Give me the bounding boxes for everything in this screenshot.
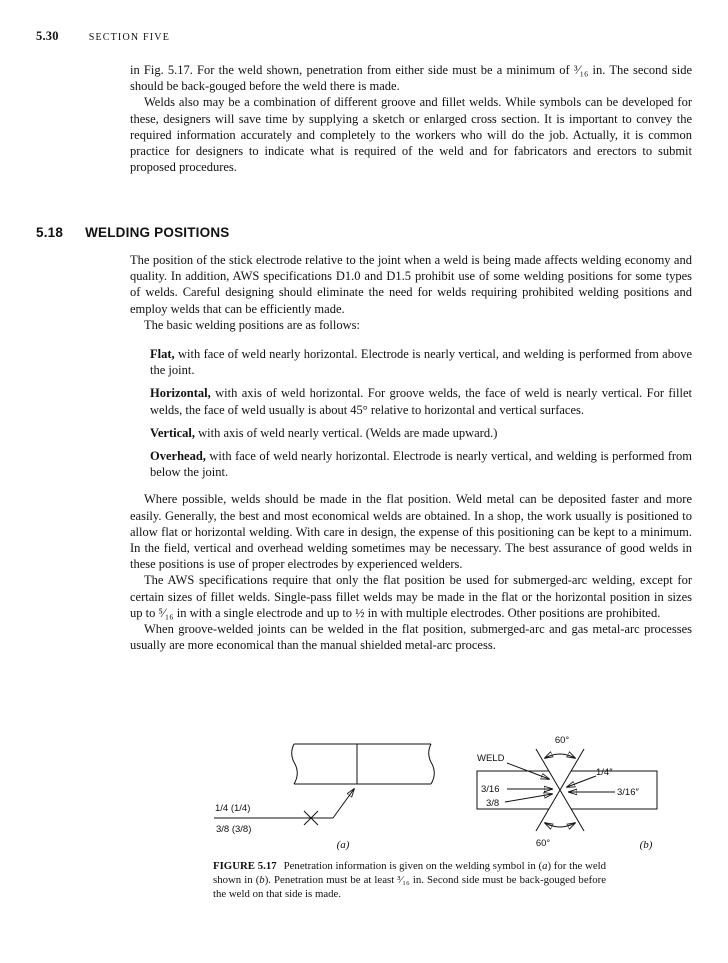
definition-text-flat: with face of weld nearly horizontal. Electrode is nearly vertical, and welding is performed from above the joint. bbox=[150, 347, 692, 378]
weld-label: WELD bbox=[477, 753, 505, 764]
figure-caption-number: FIGURE 5.17 bbox=[213, 860, 277, 872]
fig-a-sublabel: (a) bbox=[336, 839, 350, 851]
symbol-size-bottom-label: 3/8 (3/8) bbox=[216, 824, 252, 835]
bottom-angle-label: 60° bbox=[535, 838, 551, 849]
positions-paragraph-4: The AWS specifications require that only the flat position be used for submerged-arc welding, except for certain sizes of fillet welds. Single-pass fillet welds may be made in the flat or the horizontal position in sizes up to ⁵⁄₁₆ in with a single electrode and up to ½ in with multiple electrodes. Other positions are prohibited. bbox=[130, 573, 692, 620]
dim-right-top-label: 1/4″ bbox=[596, 767, 613, 778]
definition-flat bbox=[150, 346, 692, 378]
top-angle-label: 60° bbox=[554, 735, 570, 746]
intro-paragraph-2: Welds also may be a combination of different groove and fillet welds. While symbols can be developed for these, designers will save time by supplying a sketch or enlarged cross section. It is important to convey the required information accurately and completely to the workers who will do the job. Actually, it is common practice for designers to indicate what is required of the weld and for fabricators and erectors to submit proposed procedures. bbox=[130, 95, 692, 175]
fig-a-plate bbox=[292, 744, 435, 784]
definition-term-overhead: Overhead, bbox=[150, 449, 206, 464]
section-title: WELDING POSITIONS bbox=[85, 225, 230, 241]
definition-horizontal bbox=[150, 385, 692, 417]
welding-positions-text-block bbox=[130, 252, 692, 653]
fig-a-weld-symbol bbox=[214, 789, 354, 835]
fig-b-annotations bbox=[477, 735, 639, 849]
intro-paragraph-1: in Fig. 5.17. For the weld shown, penetration from either side must be a minimum of ³⁄₁₆ in. The second side should be back-gouged before the weld there is made. bbox=[130, 63, 692, 94]
fig-b-sublabel: (b) bbox=[639, 839, 653, 851]
definition-term-vertical: Vertical, bbox=[150, 425, 196, 440]
right-plate-outline bbox=[571, 771, 657, 809]
definition-text-horizontal: with axis of weld horizontal. For groove welds, the face of weld is nearly vertical. For fillet welds, the face of weld usually is about 45° relative to horizontal and vertical surfaces. bbox=[150, 386, 692, 417]
page-number: 5.30 bbox=[36, 29, 59, 43]
top-angle-arc bbox=[545, 754, 575, 758]
symbol-size-top-label: 1/4 (1/4) bbox=[215, 803, 251, 814]
figure-caption-text-1: Penetration information is given on the welding symbol in ( bbox=[283, 860, 543, 872]
break-line-left bbox=[292, 744, 298, 784]
section-running-title: SECTION FIVE bbox=[88, 32, 171, 43]
section-heading bbox=[36, 225, 229, 240]
definition-term-flat: Flat, bbox=[150, 347, 175, 362]
figure-caption-text-2: ) for the weld shown in ( bbox=[213, 860, 607, 886]
definition-vertical bbox=[150, 425, 692, 441]
running-head bbox=[36, 27, 170, 45]
break-line-right bbox=[429, 744, 435, 784]
definition-text-vertical: with axis of weld nearly vertical. (Welds are made upward.) bbox=[198, 425, 498, 440]
positions-paragraph-1: The position of the stick electrode relative to the joint when a weld is being made affects welding economy and quality. In addition, AWS specifications D1.0 and D1.5 prohibit use of some welding positions for some types of welds. Careful designing should eliminate the need for welds requiring prohibited welding positions and employ welds that can be efficiently made. bbox=[130, 253, 692, 316]
dim-left-bottom-arrow bbox=[505, 794, 552, 802]
figure-caption-italic-b: b bbox=[259, 873, 265, 886]
intro-text-block bbox=[130, 62, 692, 175]
figure-caption-text-3: ). Penetration must be at least ³⁄₁₆ in. Second side must be back-gouged before the weld on that side is made. bbox=[213, 873, 606, 900]
definition-overhead bbox=[150, 448, 692, 480]
welding-positions-list bbox=[150, 346, 692, 480]
figure-caption-italic-a: a bbox=[542, 860, 548, 872]
definition-text-overhead: with face of weld nearly horizontal. Electrode is nearly vertical, and welding is performed from below the joint. bbox=[150, 449, 692, 480]
bottom-angle-arc bbox=[545, 823, 575, 827]
section-number: 5.18 bbox=[36, 225, 64, 241]
dim-right-top-arrow bbox=[567, 776, 596, 787]
positions-paragraph-3: Where possible, welds should be made in the flat position. Weld metal can be deposited faster and more easily. Generally, the best and most economical welds are obtained. In a shop, the work usually is positioned to allow flat or horizontal welding. With care in design, the expense of this positioning can be kept to a minimum. In the field, vertical and overhead welding sometimes may be necessary. The best assurance of good welds in these positions is use of proper electrodes by experienced welders. bbox=[130, 492, 692, 572]
dim-right-bottom-label: 3/16″ bbox=[617, 787, 639, 798]
positions-paragraph-5: When groove-welded joints can be welded in the flat position, submerged-arc and gas metal-arc processes usually are more economical than the manual shielded metal-arc process. bbox=[130, 622, 692, 653]
definition-term-horizontal: Horizontal, bbox=[150, 386, 211, 401]
leader-arrow bbox=[333, 789, 354, 818]
positions-paragraph-2: The basic welding positions are as follows: bbox=[144, 317, 360, 332]
figure-5-17-drawing bbox=[213, 731, 683, 859]
figure-caption bbox=[213, 860, 606, 901]
dim-left-bottom-label: 3/8 bbox=[486, 798, 500, 809]
dim-left-top-label: 3/16 bbox=[481, 784, 500, 795]
